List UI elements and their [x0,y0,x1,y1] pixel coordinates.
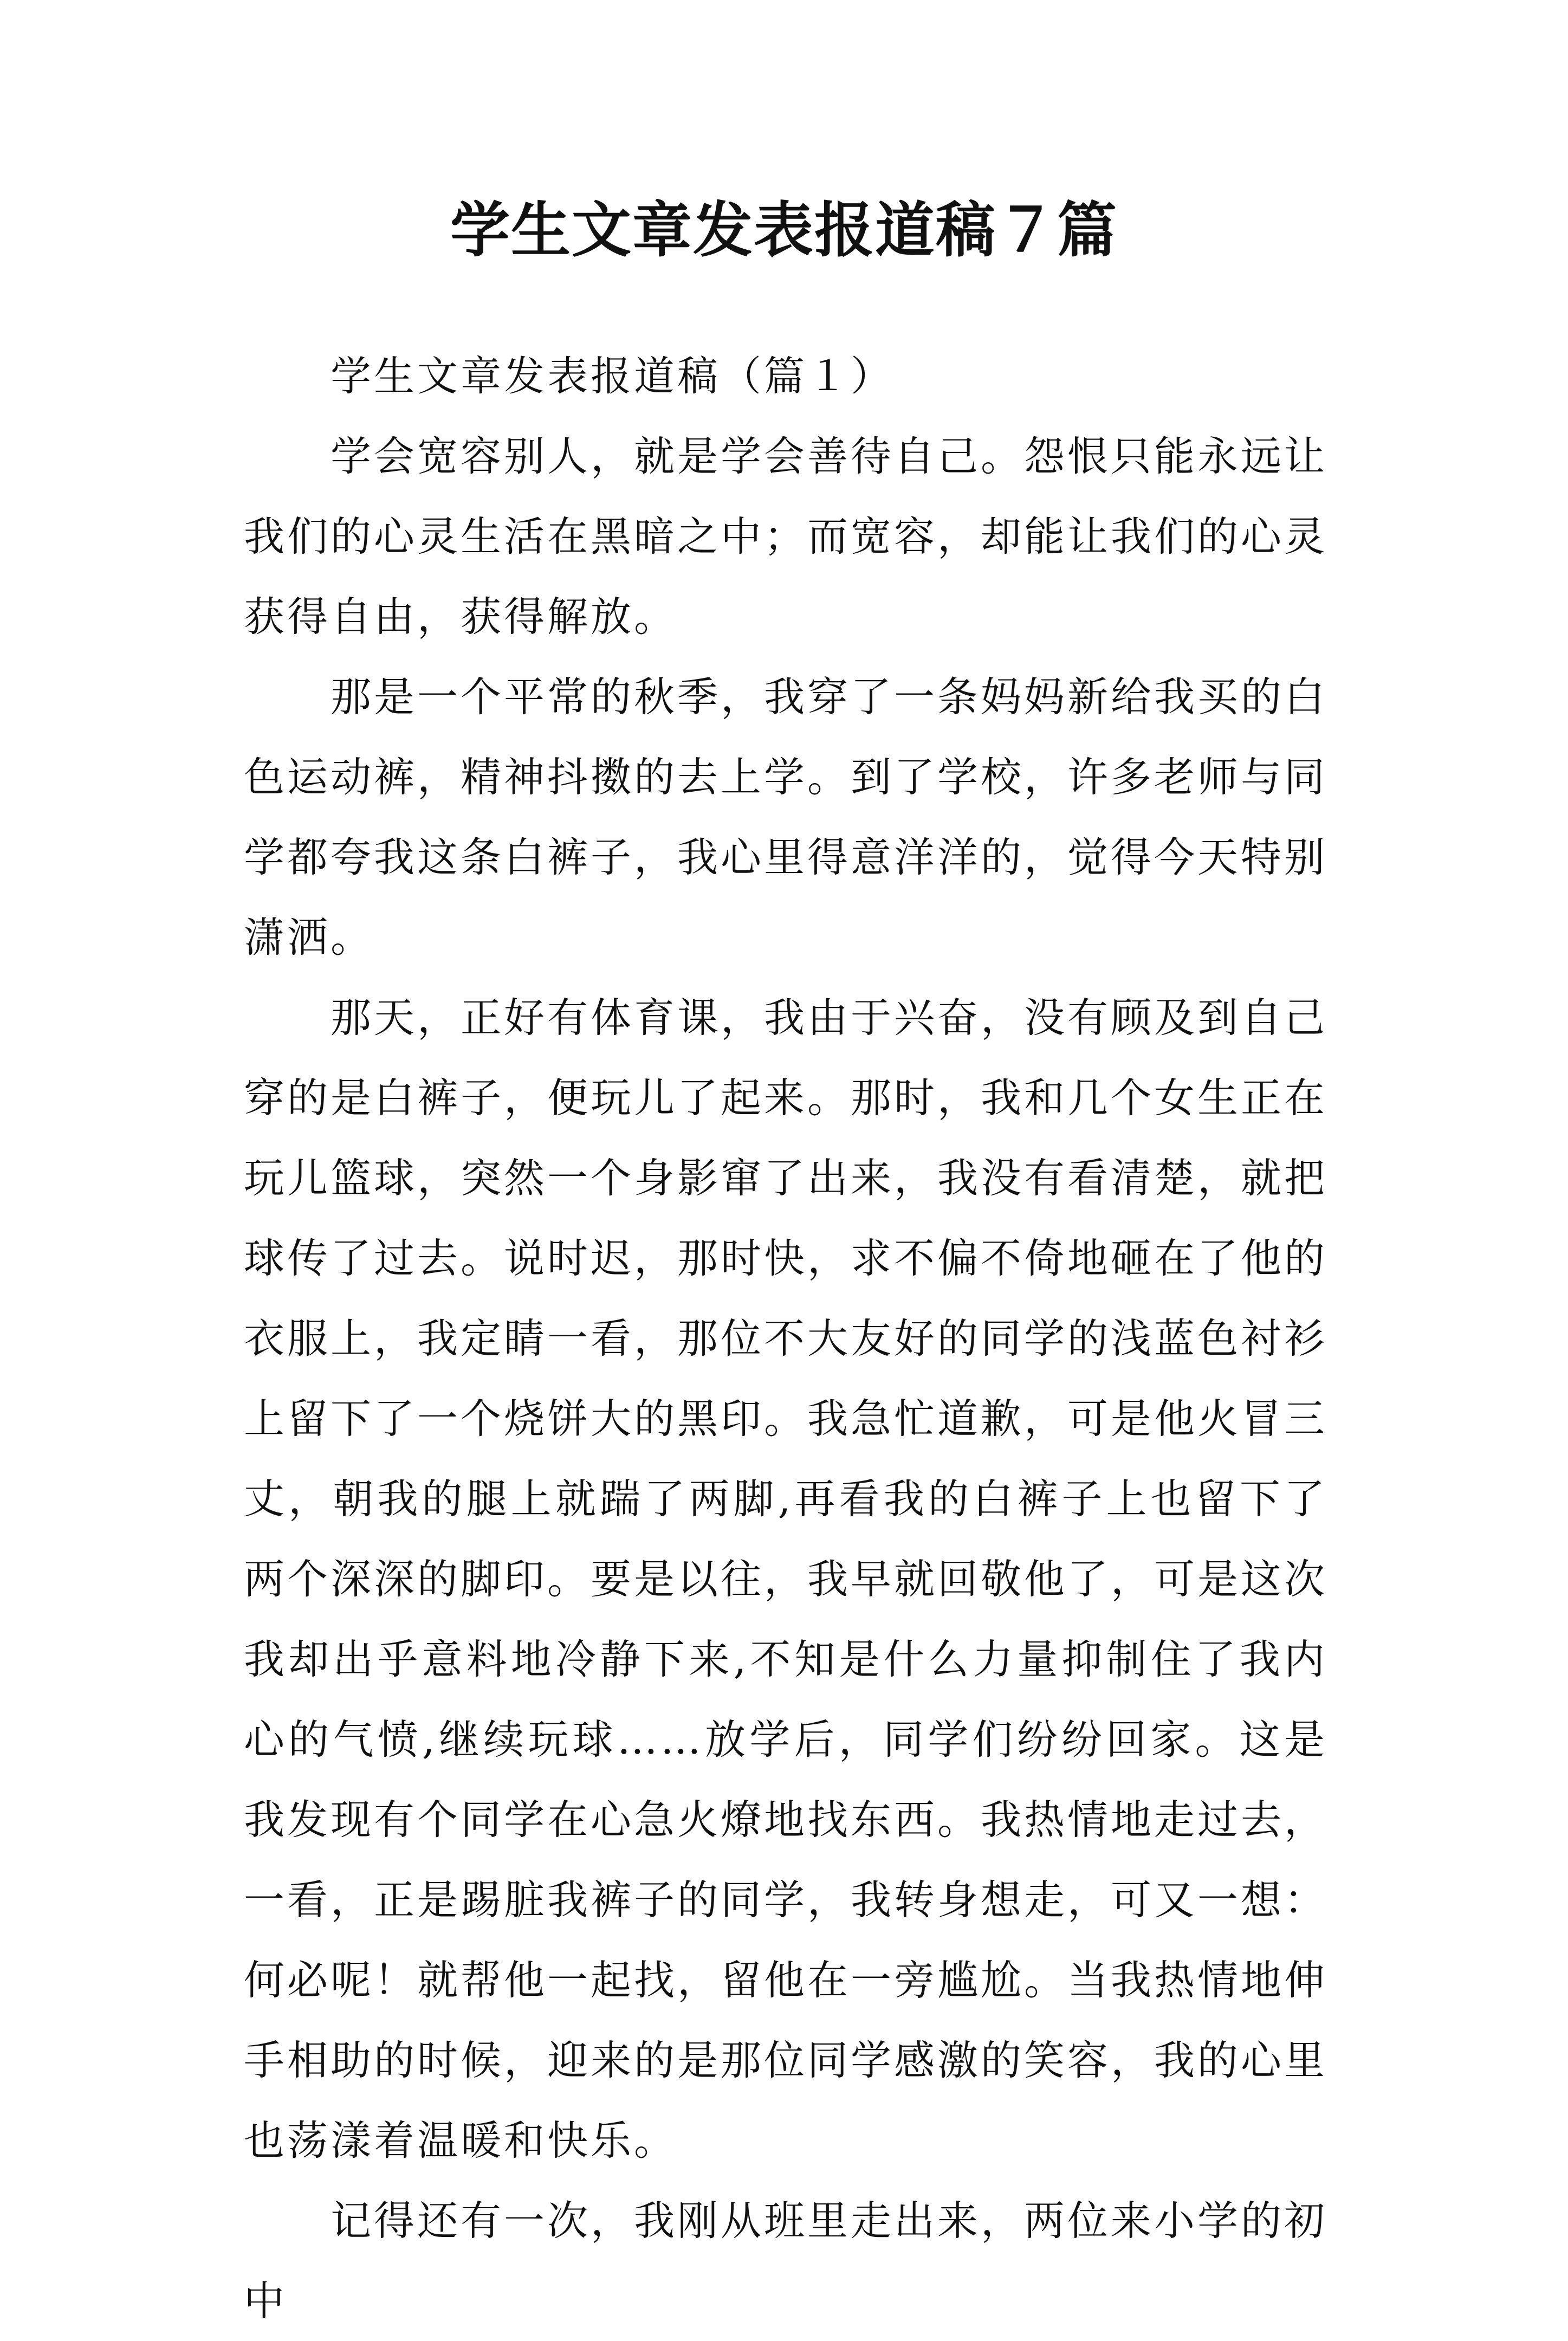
section-heading: 学生文章发表报道稿（篇１） [331,352,895,400]
paragraph: 学会宽容别人，就是学会善待自己。怨恨只能永远让我们的心灵生活在黑暗之中；而宽容，却能让我们的心灵获得自由，获得解放。 [244,432,1328,641]
paragraph: 记得还有一次，我刚从班里走出来，两位来小学的初中 [244,2197,1328,2325]
document-title: 学生文章发表报道稿７篇 [450,195,1118,265]
paragraph: 那天，正好有体育课，我由于兴奋，没有顾及到自己穿的是白裤子，便玩儿了起来。那时，我和几个女生正在玩儿篮球，突然一个身影窜了出来，我没有看清楚，就把球传了过去。说时迟，那时快，求不偏不倚地砸在了他的衣服上，我定睛一看，那位不大友好的同学的浅蓝色衬衫上留下了一个烧饼大的黑印。我急忙道歉，可是他火冒三丈，朝我的腿上就踹了两脚,再看我的白裤子上也留下了两个深深的脚印。要是以往，我早就回敬他了，可是这次我却出乎意料地冷静下来,不知是什么力量抑制住了我内心的气愤,继续玩球……放学后，同学们纷纷回家。这是我发现有个同学在心急火燎地找东西。我热情地走过去，一看，正是踢脏我裤子的同学，我转身想走，可又一想：何必呢！就帮他一起找，留他在一旁尴尬。当我热情地伸手相助的时候，迎来的是那位同学感激的笑容，我的心里也荡漾着温暖和快乐。 [244,994,1328,2164]
document-body [244,336,1327,2341]
paragraph: 那是一个平常的秋季，我穿了一条妈妈新给我买的白色运动裤，精神抖擞的去上学。到了学校，许多老师与同学都夸我这条白裤子，我心里得意洋洋的，觉得今天特别潇洒。 [244,673,1328,961]
